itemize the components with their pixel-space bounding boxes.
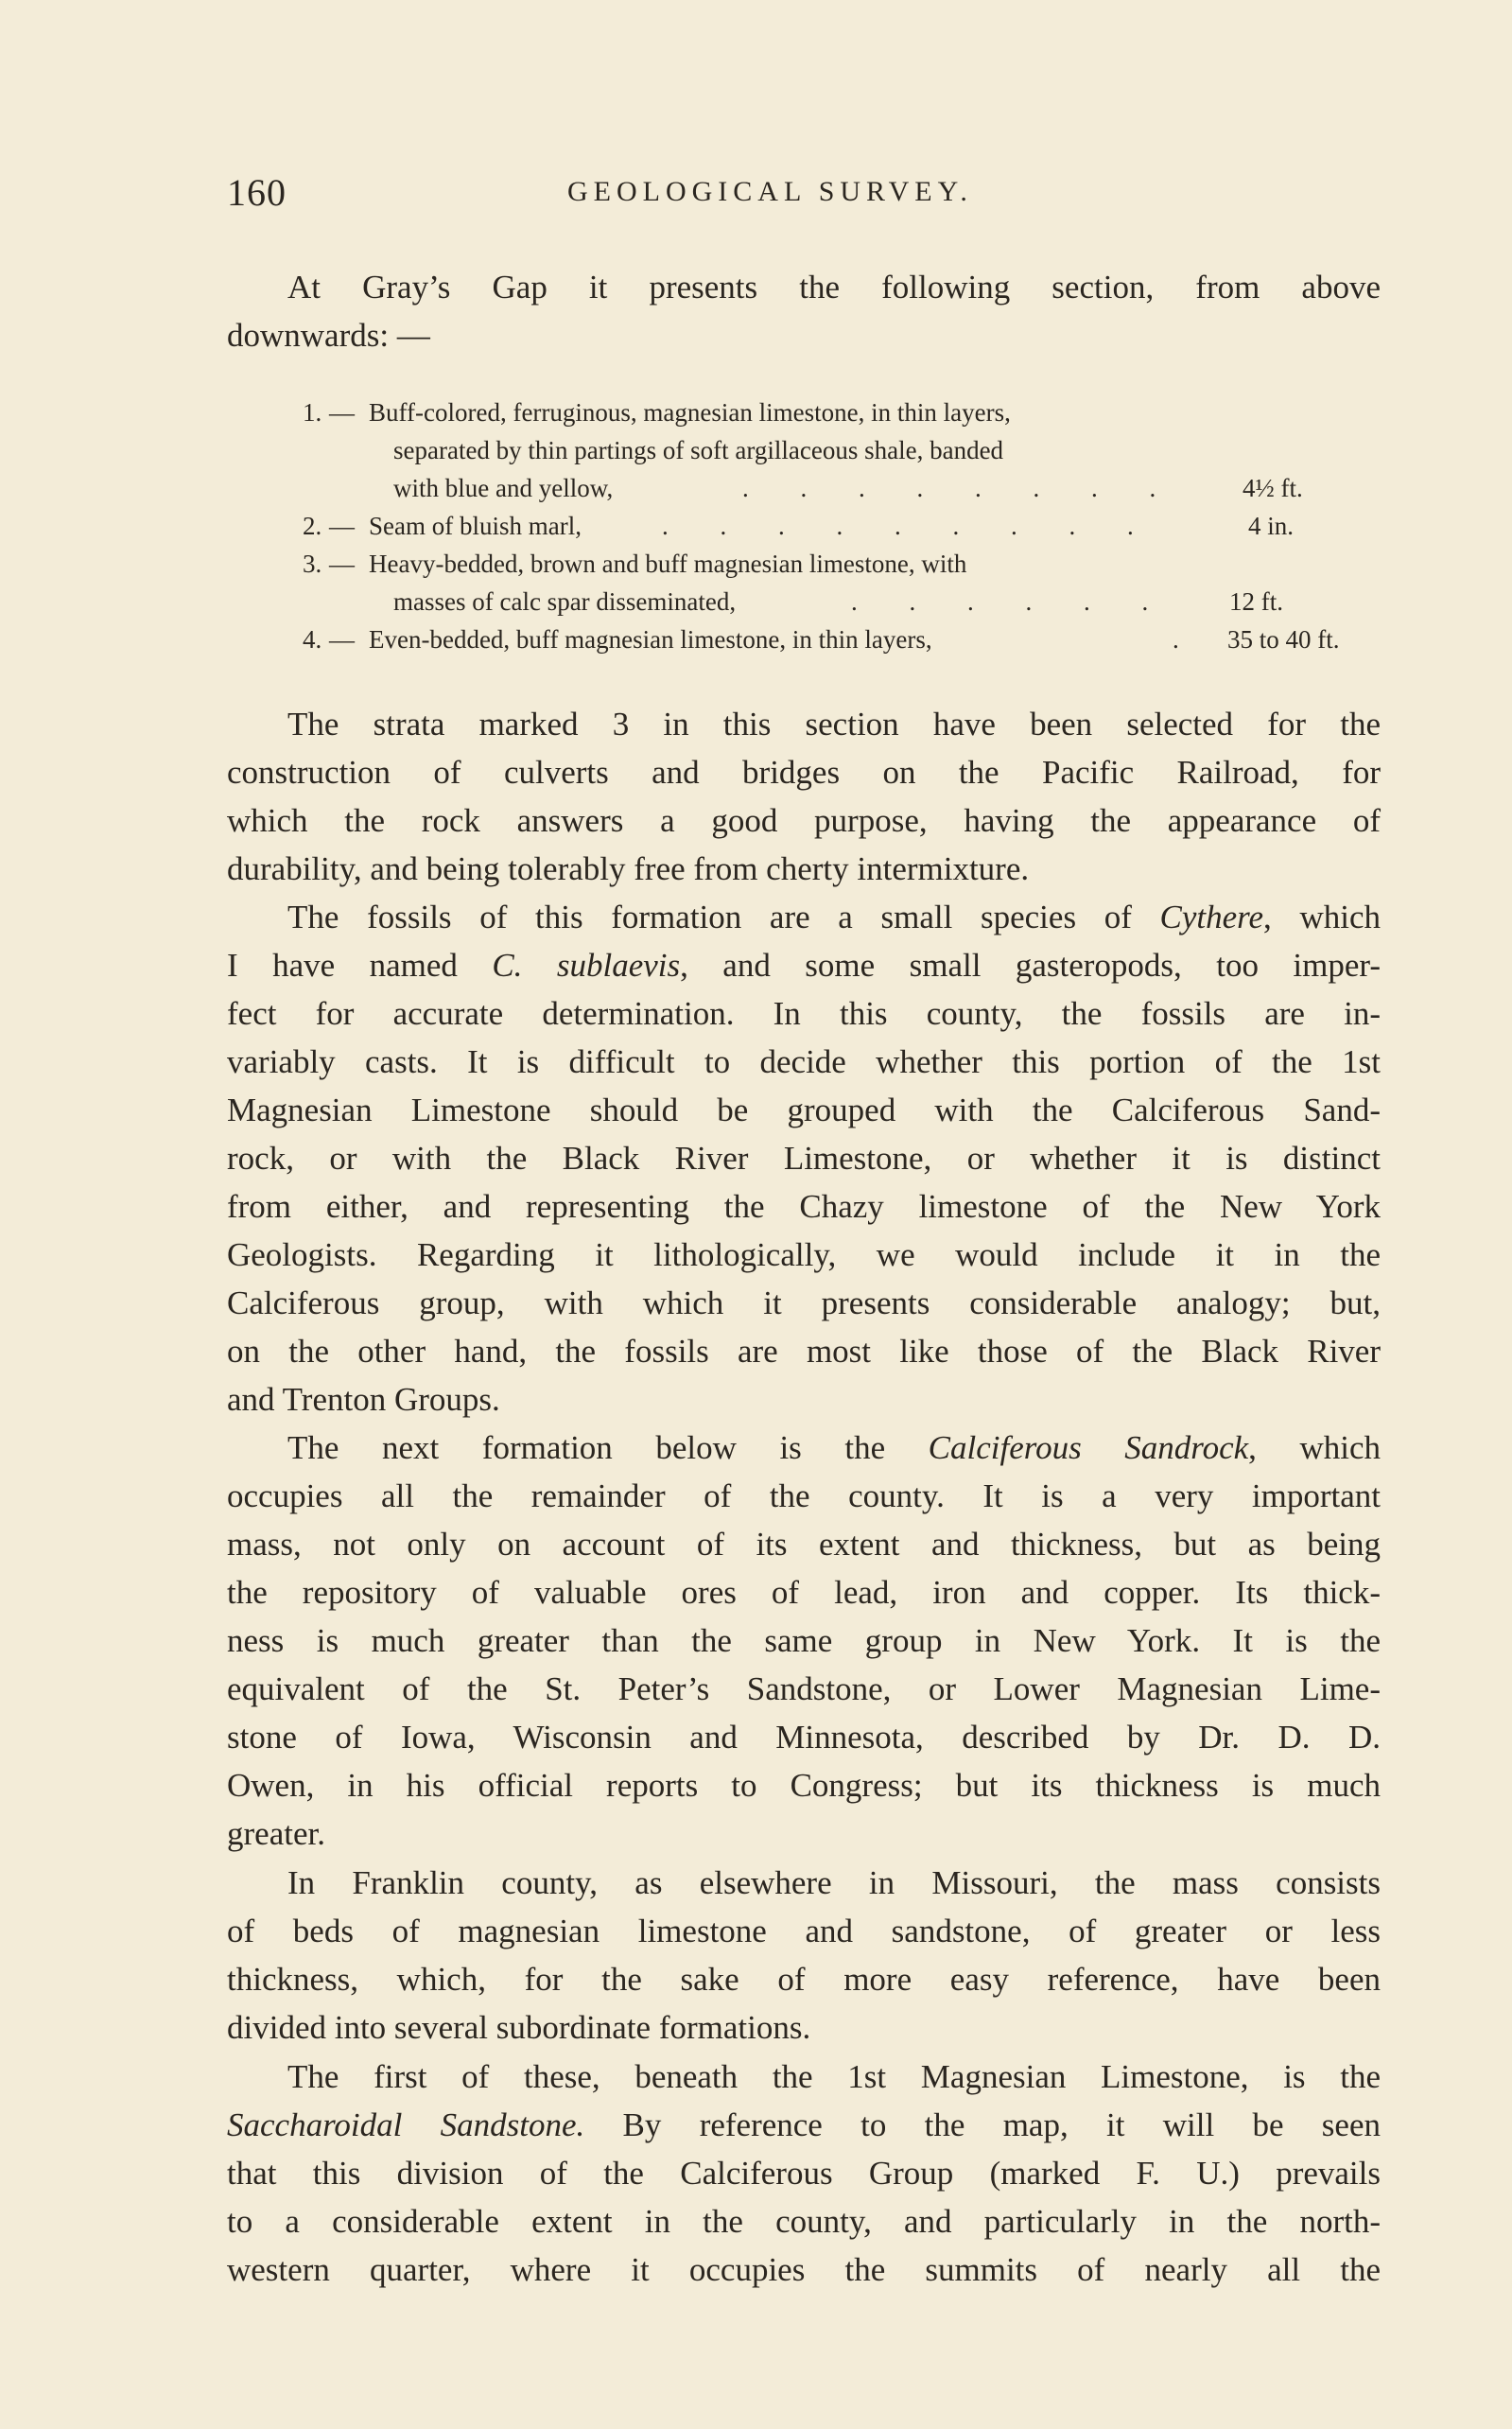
section-row-continuation <box>227 431 1390 469</box>
row-dash: — <box>329 625 355 654</box>
row-number: 4. <box>303 625 322 654</box>
row-measure: 12 ft. <box>1229 587 1283 616</box>
text-run: The next formation below is the <box>287 1429 929 1466</box>
section-row <box>227 393 1390 431</box>
page-number: 160 <box>227 171 287 214</box>
geological-section-table <box>227 393 1390 658</box>
row-measure: 4½ ft. <box>1243 474 1303 502</box>
row-dash: — <box>329 398 355 427</box>
row-description: Even-bedded, buff magnesian limestone, in thin layers, <box>369 625 932 654</box>
row-measure: 35 to 40 ft. <box>1227 625 1340 654</box>
text-line <box>227 941 1381 989</box>
text-line: thickness, which, for the sake of more easy reference, have been <box>227 1961 1381 1998</box>
text-line: which the rock answers a good purpose, having the appearance of <box>227 802 1381 839</box>
text-run: I have named <box>227 947 493 984</box>
section-row-continuation <box>227 469 1390 507</box>
text-line: to a considerable extent in the county, and particularly in the north- <box>227 2203 1381 2240</box>
paragraph-strata <box>227 700 1381 893</box>
row-description: Seam of bluish marl, <box>369 512 582 540</box>
section-row-continuation <box>227 583 1390 620</box>
row-number: 3. <box>303 550 322 578</box>
leader-dots: . . . . . . <box>851 587 1172 616</box>
text-line: and Trenton Groups. <box>227 1381 500 1418</box>
italic-formation: Saccharoidal Sandstone. <box>227 2106 585 2143</box>
text-line: Owen, in his official reports to Congress; but its thickness is much <box>227 1767 1381 1804</box>
text-line: In Franklin county, as elsewhere in Missouri, the mass consists <box>287 1864 1381 1901</box>
row-number: 1. <box>303 398 322 427</box>
text-line: that this division of the Calciferous Group (marked F. U.) prevails <box>227 2155 1381 2192</box>
text-run: By reference to the map, it will be seen <box>584 2106 1381 2143</box>
text-line <box>227 893 1381 941</box>
text-line: occupies all the remainder of the county. It is a very important <box>227 1477 1381 1514</box>
row-number: 2. <box>303 512 322 540</box>
text-line: from either, and representing the Chazy limestone of the New York <box>227 1188 1381 1225</box>
text-line: The strata marked 3 in this section have been selected for the <box>287 706 1381 743</box>
text-line: fect for accurate determination. In this county, the fossils are in- <box>227 995 1381 1032</box>
running-header <box>227 170 1248 218</box>
text-line: construction of culverts and bridges on the Pacific Railroad, for <box>227 754 1381 791</box>
text-line: At Gray’s Gap it presents the following section, from above <box>287 269 1381 306</box>
text-line: downwards: — <box>227 317 430 354</box>
text-line: Calciferous group, with which it presents considerable analogy; but, <box>227 1284 1381 1321</box>
text-line: equivalent of the St. Peter’s Sandstone, or Lower Magnesian Lime- <box>227 1670 1381 1707</box>
text-run: , which <box>1248 1429 1381 1466</box>
italic-species: C. sublaevis <box>492 947 681 984</box>
text-line: durability, and being tolerably free from cherty intermixture. <box>227 850 1030 887</box>
text-line: stone of Iowa, Wisconsin and Minnesota, described by Dr. D. D. <box>227 1719 1381 1756</box>
text-line <box>227 1424 1381 1472</box>
running-title: GEOLOGICAL SURVEY. <box>567 176 973 207</box>
row-description: with blue and yellow, <box>393 474 614 502</box>
text-line: The first of these, beneath the 1st Magnesian Limestone, is the <box>287 2058 1381 2095</box>
paragraph-calciferous <box>227 1424 1381 1858</box>
text-line: on the other hand, the fossils are most like those of the Black River <box>227 1333 1381 1370</box>
row-dash: — <box>329 512 355 540</box>
text-run: , and some small gasteropods, too imper- <box>680 947 1381 984</box>
row-measure: 4 in. <box>1248 512 1295 540</box>
row-description: Heavy-bedded, brown and buff magnesian limestone, with <box>369 550 967 578</box>
section-row <box>227 507 1390 545</box>
paragraph-franklin <box>227 1859 1381 2052</box>
row-description: Buff-colored, ferruginous, magnesian limestone, in thin layers, <box>369 398 1011 427</box>
paragraph-fossils <box>227 893 1381 1424</box>
text-line: the repository of valuable ores of lead, iron and copper. Its thick- <box>227 1574 1381 1611</box>
text-line: mass, not only on account of its extent and thickness, but as being <box>227 1526 1381 1563</box>
leader-dots: . . . . . . . . . <box>662 512 1156 540</box>
section-row <box>227 620 1390 658</box>
text-line: Geologists. Regarding it lithologically, we would include it in the <box>227 1236 1381 1273</box>
leader-dots: . <box>1173 625 1202 654</box>
text-line: greater. <box>227 1815 325 1852</box>
row-dash: — <box>329 550 355 578</box>
text-line: divided into several subordinate formations. <box>227 2009 811 2046</box>
text-line: rock, or with the Black River Limestone, or whether it is distinct <box>227 1140 1381 1177</box>
text-line <box>227 2101 1381 2149</box>
text-line: western quarter, where it occupies the summits of nearly all the <box>227 2251 1381 2288</box>
intro-paragraph <box>227 263 1381 359</box>
text-run: , which <box>1263 899 1381 935</box>
text-run: The fossils of this formation are a small species of <box>287 899 1160 935</box>
text-line: of beds of magnesian limestone and sandstone, of greater or less <box>227 1913 1381 1949</box>
text-line: ness is much greater than the same group in New York. It is the <box>227 1622 1381 1659</box>
section-row <box>227 545 1390 583</box>
italic-formation: Calciferous Sandrock <box>928 1429 1249 1466</box>
text-line: Magnesian Limestone should be grouped with the Calciferous Sand- <box>227 1092 1381 1128</box>
paragraph-saccharoidal <box>227 2053 1381 2294</box>
row-description: separated by thin partings of soft argillaceous shale, banded <box>393 436 1004 464</box>
text-line: variably casts. It is difficult to decide whether this portion of the 1st <box>227 1043 1381 1080</box>
italic-genus: Cythere <box>1159 899 1264 935</box>
row-description: masses of calc spar disseminated, <box>393 587 737 616</box>
leader-dots: . . . . . . . . <box>742 474 1179 502</box>
